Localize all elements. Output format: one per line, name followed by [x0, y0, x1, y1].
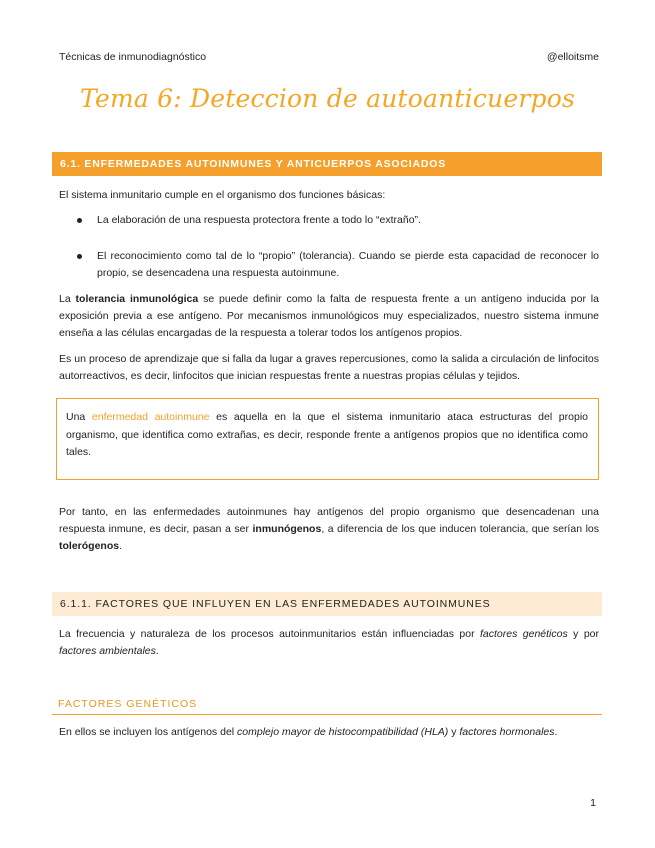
term-hormonal: factores hormonales: [459, 726, 555, 738]
bullet-dot: [77, 254, 82, 259]
bullet-item: El reconocimiento como tal de lo “propio” (tolerancia). Cuando se pierde esta capacidad de reconocer lo propio, se desencadena una respuesta autoinmune.: [97, 250, 599, 280]
term-inmunogenos: inmunógenos: [252, 523, 322, 536]
term-factores-geneticos: factores genéticos: [480, 628, 568, 640]
definition-term: enfermedad autoinmune: [91, 411, 210, 423]
bullet-dot: [77, 218, 82, 223]
section-heading: 6.1. ENFERMEDADES AUTOINMUNES Y ANTICUERPOS ASOCIADOS: [52, 152, 602, 176]
term-factores-ambientales: factores ambientales: [59, 645, 156, 658]
term-hla: complejo mayor de histocompatibilidad (HLA): [237, 726, 449, 738]
conclusion-paragraph: Por tanto, en las enfermedades autoinmunes hay antígenos del propio organismo que desencadenan una respuesta inmune, es decir, pasan a ser inmunógenos, a diferencia de los que inducen tolerancia, que serían los tolerógenos.: [59, 506, 599, 553]
subsection-heading: 6.1.1. FACTORES QUE INFLUYEN EN LAS ENFERMEDADES AUTOINMUNES: [52, 592, 602, 616]
intro-paragraph: El sistema inmunitario cumple en el organismo dos funciones básicas:: [59, 189, 386, 201]
bullet-item: La elaboración de una respuesta protectora frente a todo lo “extraño”.: [97, 214, 421, 226]
learning-paragraph: Es un proceso de aprendizaje que si falla da lugar a graves repercusiones, como la salida a circulación de linfocitos autorreactivos, es decir, linfocitos que inician respuestas frente a nuestras propias células y tejidos.: [59, 353, 599, 383]
genetic-factors-heading: FACTORES GENÉTICOS: [52, 693, 602, 715]
header-author: @elloitsme: [546, 51, 599, 63]
term-tolerogenos: tolerógenos: [59, 540, 120, 553]
tolerance-term: tolerancia inmunológica: [75, 293, 199, 305]
factors-paragraph: La frecuencia y naturaleza de los procesos autoinmunitarios están influenciadas por factores genéticos y por factores ambientales.: [59, 628, 600, 658]
definition-box: Una enfermedad autoinmune es aquella en la que el sistema inmunitario ataca estructuras del propio organismo, que identifica como extrañas, es decir, responde frente a antígenos propios que no identifica como tales.: [56, 398, 599, 480]
genetic-paragraph: En ellos se incluyen los antígenos del complejo mayor de histocompatibilidad (HLA) y factores hormonales.: [59, 726, 558, 738]
page-title: Tema 6: Deteccion de autoanticuerpos: [80, 84, 575, 113]
header-course: Técnicas de inmunodiagnóstico: [59, 51, 207, 63]
page-number: 1: [590, 797, 596, 809]
tolerance-paragraph: La tolerancia inmunológica se puede definir como la falta de respuesta frente a un antígeno inducida por la exposición previa a ese antígeno. Por mecanismos inmunológicos muy especializados, nuestro sistema inmune enseña a las células encargadas de la respuesta a tolerar todos los antígenos propios.: [59, 293, 599, 340]
